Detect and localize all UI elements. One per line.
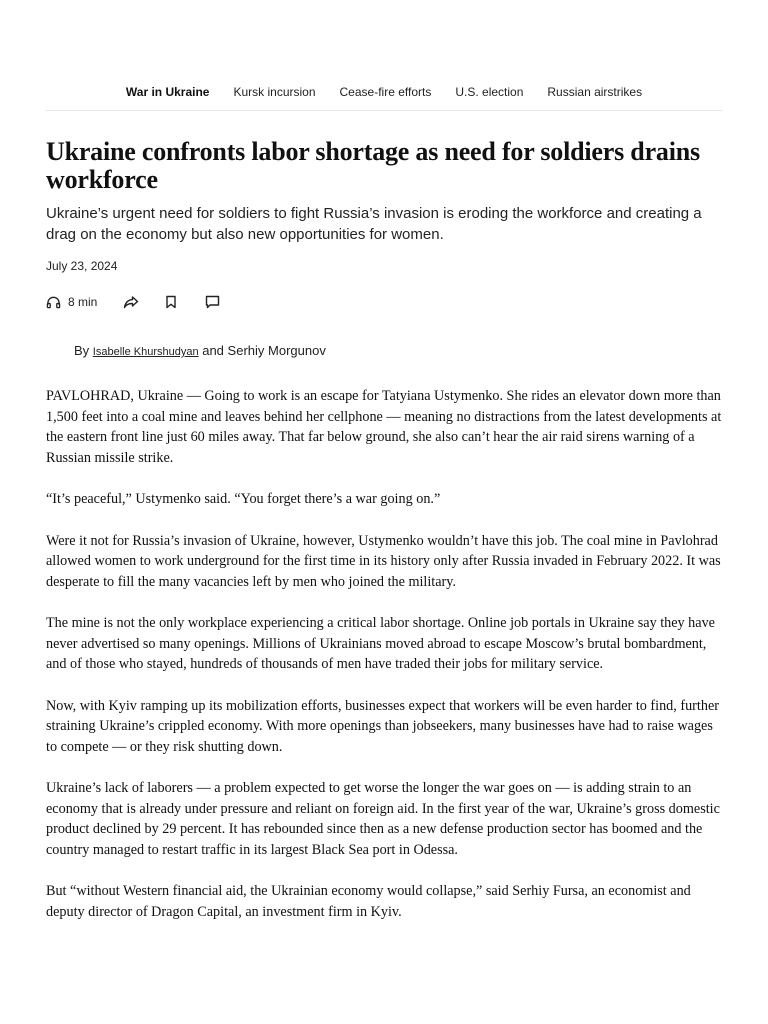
article-dek: Ukraine’s urgent need for soldiers to fight Russia’s invasion is eroding the workforce and creating a drag on the economy but also new opportunities for women. <box>46 205 702 243</box>
topic-link-cease-fire-efforts[interactable]: Cease-fire efforts <box>339 85 432 99</box>
byline-conjunction: and <box>202 343 224 358</box>
listen-duration: 8 min <box>68 295 98 309</box>
article-paragraph: Ukraine’s lack of laborers — a problem expected to get worse the longer the war goes on — is adding strain to an economy that is already under pressure and reliant on foreign aid. In the first year of the war, Ukraine’s gross domestic product declined by 29 percent. It has rebounded since then as a new defense production sector has boomed and the country managed to restart traffic in its largest Black Sea port in Odessa. <box>46 780 720 858</box>
article-paragraph: Now, with Kyiv ramping up its mobilization efforts, businesses expect that workers will be even harder to find, further straining Ukraine’s crippled economy. With more openings than jobseekers, many businesses have had to raise wages to compete — or they risk shutting down. <box>46 697 719 755</box>
byline-prefix: By <box>74 343 90 358</box>
listen-button[interactable] <box>46 295 97 309</box>
article-paragraph: PAVLOHRAD, Ukraine — Going to work is an escape for Tatyiana Ustymenko. She rides an elevator down more than 1,500 feet into a coal mine and leaves behind her cellphone — meaning no distractions from the latest developments at the eastern front line just 60 miles away. That far below ground, she also can’t hear the air raid sirens warning of a Russian missile strike. <box>46 388 722 466</box>
article-headline: Ukraine confronts labor shortage as need for soldiers drains workforce <box>46 137 700 194</box>
topic-link-kursk-incursion[interactable]: Kursk incursion <box>233 85 316 99</box>
share-icon <box>123 295 139 309</box>
article-paragraph: Were it not for Russia’s invasion of Ukraine, however, Ustymenko wouldn’t have this job. The coal mine in Pavlohrad allowed women to work underground for the first time in its history only after Russia invaded in February 2022. It was desperate to fill the many vacancies left by men who joined the military. <box>46 532 721 590</box>
article-body <box>46 386 726 943</box>
topic-link-russian-airstrikes[interactable]: Russian airstrikes <box>547 85 643 99</box>
byline <box>74 343 326 358</box>
topic-nav <box>46 78 722 111</box>
comment-icon <box>205 295 220 309</box>
article-toolbar <box>46 295 220 309</box>
comments-button[interactable] <box>205 295 220 309</box>
article-paragraph: “It’s peaceful,” Ustymenko said. “You forget there’s a war going on.” <box>46 491 441 507</box>
article-paragraph: The mine is not the only workplace experiencing a critical labor shortage. Online job portals in Ukraine say they have never advertised so many openings. Millions of Ukrainians moved abroad to escape Moscow’s brutal bombardment, and of those who stayed, hundreds of thousands of men have traded their jobs for military service. <box>46 615 715 672</box>
share-button[interactable] <box>123 295 139 309</box>
save-button[interactable] <box>165 295 177 309</box>
publish-date: July 23, 2024 <box>46 259 118 273</box>
article-paragraph: But “without Western financial aid, the Ukrainian economy would collapse,” said Serhiy Fursa, an economist and deputy director of Dragon Capital, an investment firm in Kyiv. <box>46 883 691 920</box>
topic-link-war-in-ukraine[interactable]: War in Ukraine <box>125 85 210 99</box>
author-name-serhiy-morgunov: Serhiy Morgunov <box>227 343 326 358</box>
headphones-icon <box>46 295 61 309</box>
bookmark-icon <box>165 295 177 309</box>
author-link-isabelle-khurshudyan[interactable]: Isabelle Khurshudyan <box>92 346 199 358</box>
topic-link-us-election[interactable]: U.S. election <box>455 85 524 99</box>
